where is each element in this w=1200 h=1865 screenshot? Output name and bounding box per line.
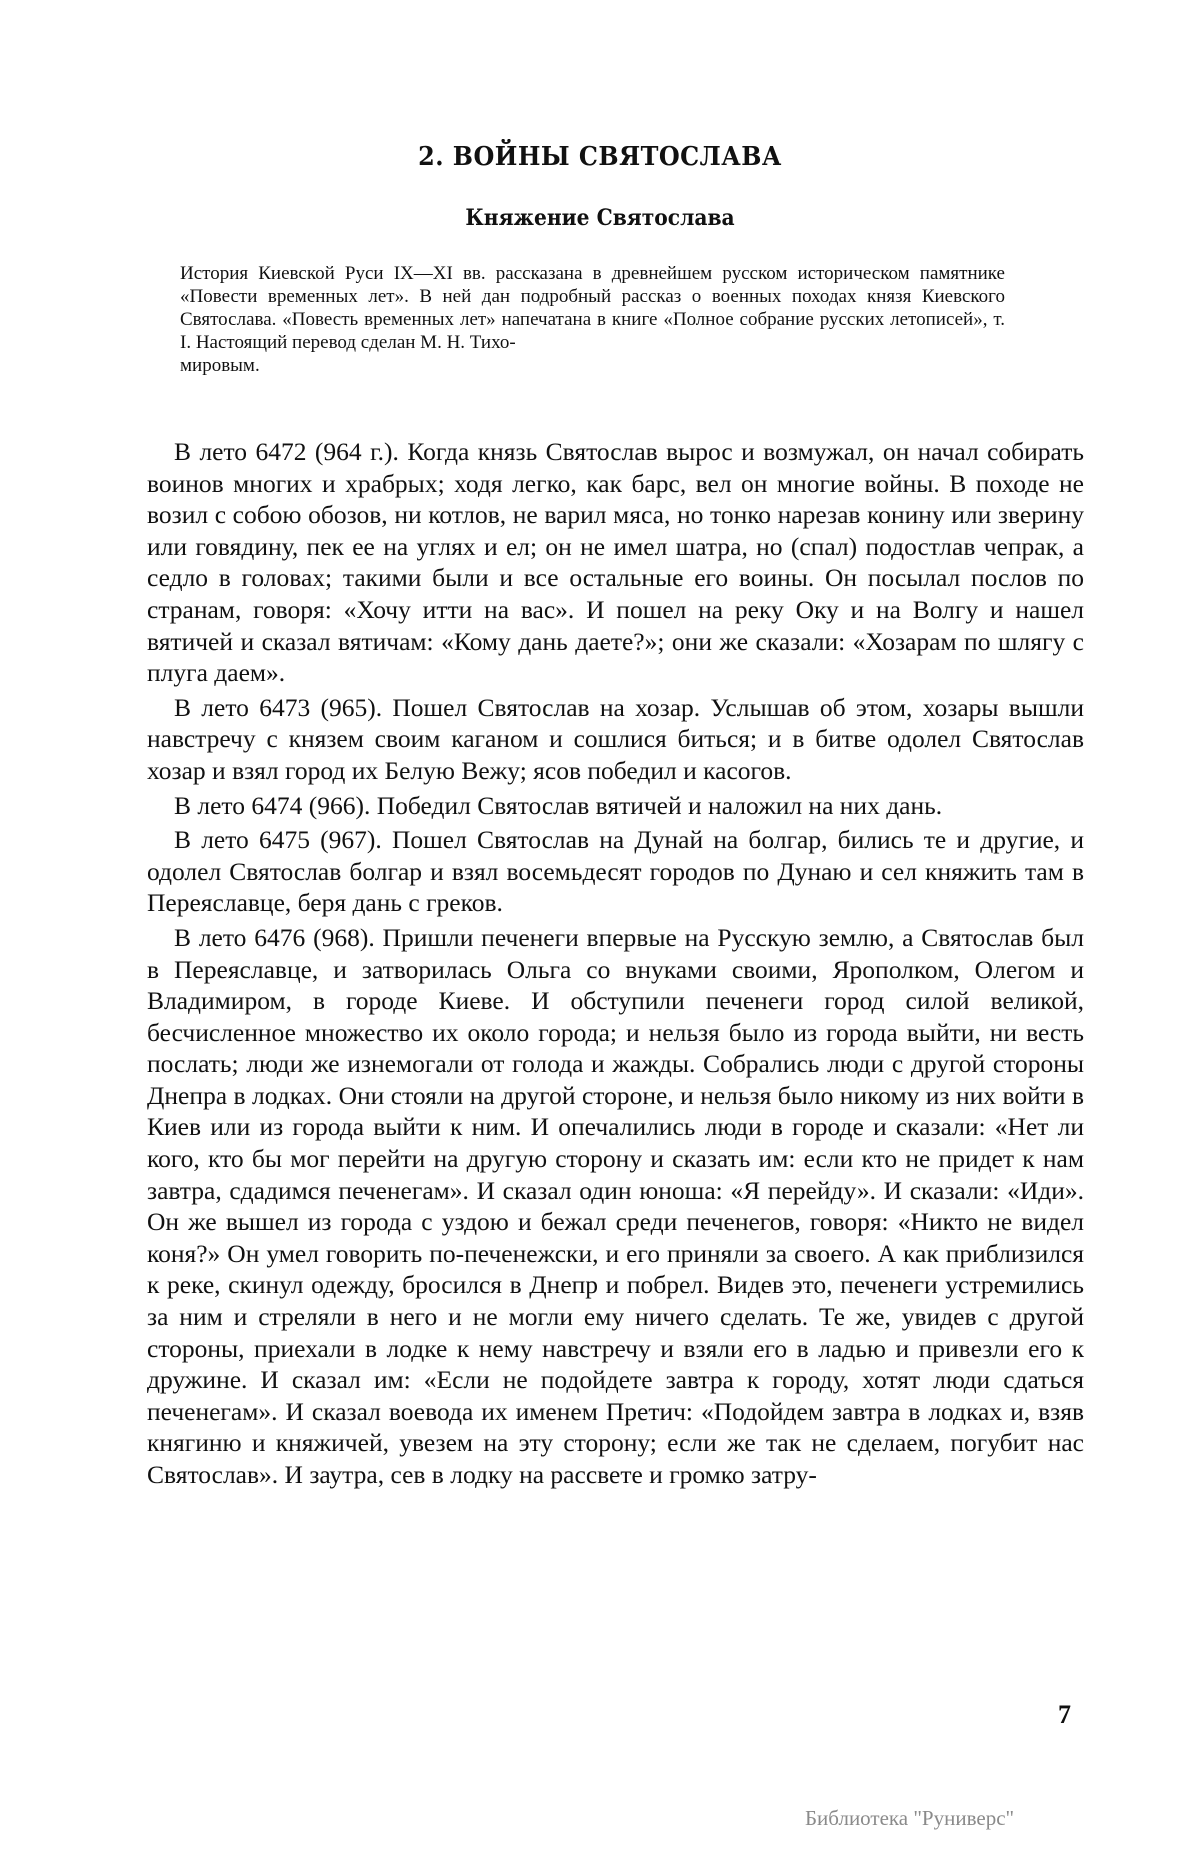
intro-note <box>180 262 1005 377</box>
paragraph-6475: В лето 6475 (967). Пошел Святослав на Дунай на болгар, бились те и другие, и одолел Святослав болгар и взял восемьдесят городов по Дунаю и сел княжить там в Переяславце, беря дань с греков. <box>147 825 1084 918</box>
paragraph-6473: В лето 6473 (965). Пошел Святослав на хозар. Услышав об этом, хозары вышли навстречу с князем своим каганом и сошлися биться; и в битве одолел Святослав хозар и взял город их Белую Вежу; ясов победил и касогов. <box>147 692 1084 785</box>
paragraph-6472: В лето 6472 (964 г.). Когда князь Святослав вырос и возмужал, он начал собирать воинов многих и храбрых; ходя легко, как барс, вел он многие войны. В походе не возил с собою обозов, ни котлов, не варил мяса, но тонко нарезав конину или зверину или говядину, пек ее на углях и ел; он не имел шатра, но (спал) подостлав чепрак, а седло в головах; такими были и все остальные его воины. Он посылал послов по странам, говоря: «Хочу итти на вас». И пошел на реку Оку и на Волгу и нашел вятичей и сказал вятичам: «Кому дань даете?»; они же сказали: «Хозарам по шлягу с плуга даем». <box>147 437 1084 688</box>
chapter-title: 2. ВОЙНЫ СВЯТОСЛАВА <box>418 142 782 172</box>
intro-last-line: мировым. <box>180 355 260 376</box>
paragraph-6476: В лето 6476 (968). Пришли печенеги впервые на Русскую землю, а Святослав был в Переяславце, и затворилась Ольга со внуками своими, Ярополком, Олегом и Владимиром, в городе Киеве. И обступили печенеги город силой великой, бесчисленное множество их около города; и нельзя было из города выйти, ни весть послать; люди же изнемогали от голода и жажды. Собрались люди с другой стороны Днепра в лодках. Они стояли на другой стороне, и нельзя было никому из них войти в Киев или из города выйти к ним. И опечалились люди в городе и сказали: «Нет ли кого, кто бы мог перейти на другую сторону и сказать им: если кто не придет к нам завтра, сдадимся печенегам». И сказал один юноша: «Я перейду». И сказали: «Иди». Он же вышел из города с уздою и бежал среди печенегов, говоря: «Никто не видел коня?» Он умел говорить по-печенежски, и его приняли за своего. А как приблизился к реке, скинул одежду, бросился в Днепр и побрел. Видев это, печенеги устремились за ним и стреляли в него и не могли ему ничего сделать. Те же, увидев с другой стороны, приехали в лодке к нему навстречу и взяли его в ладью и привезли его к дружине. И сказал им: «Если не подойдете завтра к городу, хотят люди сдаться печенегам». И сказал воевода их именем Претич: «Подойдем завтра в лодках и, взяв княгиню и княжичей, увезем на эту сторону; если же так не сделаем, погубит нас Святослав». И заутра, сев в лодку на рассвете и громко затру- <box>147 922 1084 1489</box>
intro-text: История Киевской Руси IX—XI вв. рассказана в древнейшем русском историческом памятнике «Повести временных лет». В ней дан подробный рассказ о военных походах князя Киевского Святослава. «Повесть временных лет» напечатана в книге «Полное собрание русских летописей», т. I. Настоящий перевод сделан М. Н. Тихо- <box>180 263 1005 353</box>
section-title: Княжение Святослава <box>465 205 735 231</box>
page-number: 7 <box>1058 1700 1071 1729</box>
paragraph-6474: В лето 6474 (966). Победил Святослав вятичей и наложил на них дань. <box>174 790 943 820</box>
library-watermark: Библиотека "Руниверс" <box>805 1806 1015 1830</box>
chronicle-text <box>147 436 1084 1494</box>
